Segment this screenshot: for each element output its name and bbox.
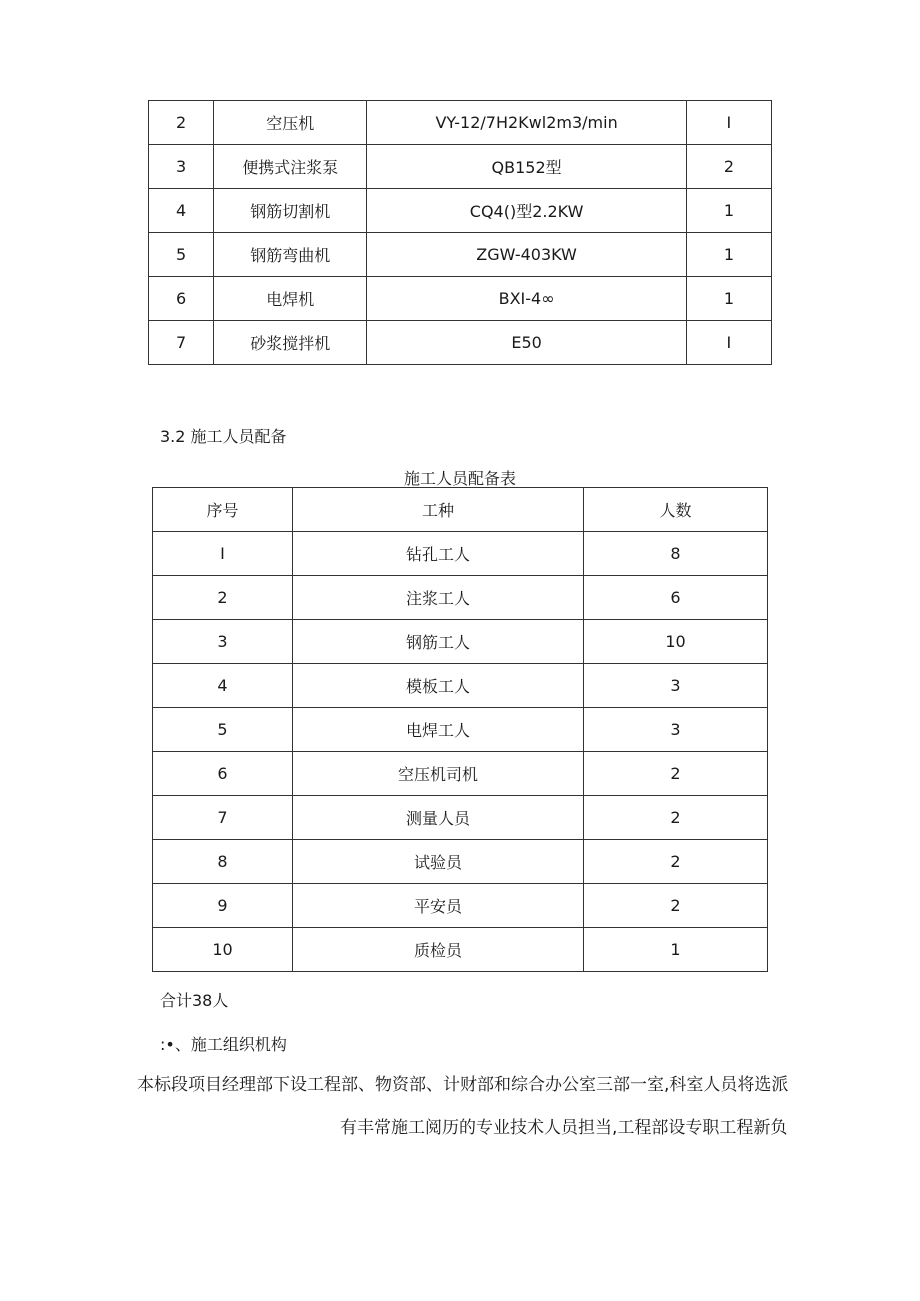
- staff-count: 3: [584, 708, 768, 752]
- staff-count: 1: [584, 928, 768, 972]
- equip-name: 电焊机: [214, 277, 367, 321]
- table-row: [149, 189, 772, 233]
- staff-no: 4: [153, 664, 293, 708]
- staff-no: 6: [153, 752, 293, 796]
- table-row: [153, 620, 768, 664]
- table-header-row: [153, 488, 768, 532]
- staff-trade: 模板工人: [293, 664, 584, 708]
- table-row: [153, 532, 768, 576]
- staff-trade: 电焊工人: [293, 708, 584, 752]
- table-row: [149, 233, 772, 277]
- staff-table: [152, 487, 768, 972]
- equip-name: 便携式注浆泵: [214, 145, 367, 189]
- equip-no: 4: [149, 189, 214, 233]
- header-count: 人数: [584, 488, 768, 532]
- staff-no: 8: [153, 840, 293, 884]
- equip-name: 砂浆搅拌机: [214, 321, 367, 365]
- staff-table-caption: 施工人员配备表: [403, 469, 516, 488]
- staff-no: I: [153, 532, 293, 576]
- equip-no: 3: [149, 145, 214, 189]
- equip-no: 5: [149, 233, 214, 277]
- equip-qty: I: [686, 101, 771, 145]
- subsection-heading: :•、施工组织机构: [160, 1035, 287, 1054]
- table-row: [153, 664, 768, 708]
- staff-count: 8: [584, 532, 768, 576]
- staff-trade: 钻孔工人: [293, 532, 584, 576]
- equip-model: CQ4()型2.2KW: [367, 189, 687, 233]
- equip-no: 2: [149, 101, 214, 145]
- equip-qty: 1: [686, 233, 771, 277]
- header-no: 序号: [153, 488, 293, 532]
- equip-qty: 1: [686, 277, 771, 321]
- table-row: [153, 928, 768, 972]
- staff-no: 3: [153, 620, 293, 664]
- table-row: [149, 321, 772, 365]
- paragraph-line: 有丰常施工阅历的专业技术人员担当,工程部设专职工程新负: [340, 1118, 788, 1138]
- staff-count: 3: [584, 664, 768, 708]
- equip-qty: 1: [686, 189, 771, 233]
- equip-name: 钢筋切割机: [214, 189, 367, 233]
- paragraph-line: 本标段项目经理部下设工程部、物资部、计财部和综合办公室三部一室,科室人员将选派: [137, 1075, 789, 1095]
- equip-qty: 2: [686, 145, 771, 189]
- staff-trade: 测量人员: [293, 796, 584, 840]
- staff-no: 7: [153, 796, 293, 840]
- equip-name: 空压机: [214, 101, 367, 145]
- table-row: [149, 277, 772, 321]
- staff-trade: 钢筋工人: [293, 620, 584, 664]
- equip-model: BXI-4∞: [367, 277, 687, 321]
- staff-count: 2: [584, 752, 768, 796]
- equip-no: 7: [149, 321, 214, 365]
- staff-no: 10: [153, 928, 293, 972]
- header-trade: 工种: [293, 488, 584, 532]
- equip-no: 6: [149, 277, 214, 321]
- staff-count: 2: [584, 796, 768, 840]
- equip-model: ZGW-403KW: [367, 233, 687, 277]
- staff-count: 2: [584, 884, 768, 928]
- staff-trade: 质检员: [293, 928, 584, 972]
- equip-model: E50: [367, 321, 687, 365]
- equip-model: QB152型: [367, 145, 687, 189]
- table-row: [153, 884, 768, 928]
- staff-trade: 平安员: [293, 884, 584, 928]
- table-row: [149, 101, 772, 145]
- staff-no: 9: [153, 884, 293, 928]
- staff-count: 6: [584, 576, 768, 620]
- section-heading: 3.2 施工人员配备: [160, 427, 287, 446]
- staff-trade: 试验员: [293, 840, 584, 884]
- equip-qty: I: [686, 321, 771, 365]
- total-line: 合计38人: [160, 991, 229, 1010]
- equipment-table: [148, 100, 772, 365]
- table-row: [153, 708, 768, 752]
- table-row: [153, 576, 768, 620]
- table-row: [153, 752, 768, 796]
- staff-count: 10: [584, 620, 768, 664]
- staff-count: 2: [584, 840, 768, 884]
- table-row: [153, 840, 768, 884]
- staff-no: 2: [153, 576, 293, 620]
- equip-name: 钢筋弯曲机: [214, 233, 367, 277]
- staff-trade: 注浆工人: [293, 576, 584, 620]
- table-row: [153, 796, 768, 840]
- equip-model: VY-12/7H2Kwl2m3∕min: [367, 101, 687, 145]
- staff-trade: 空压机司机: [293, 752, 584, 796]
- table-row: [149, 145, 772, 189]
- staff-no: 5: [153, 708, 293, 752]
